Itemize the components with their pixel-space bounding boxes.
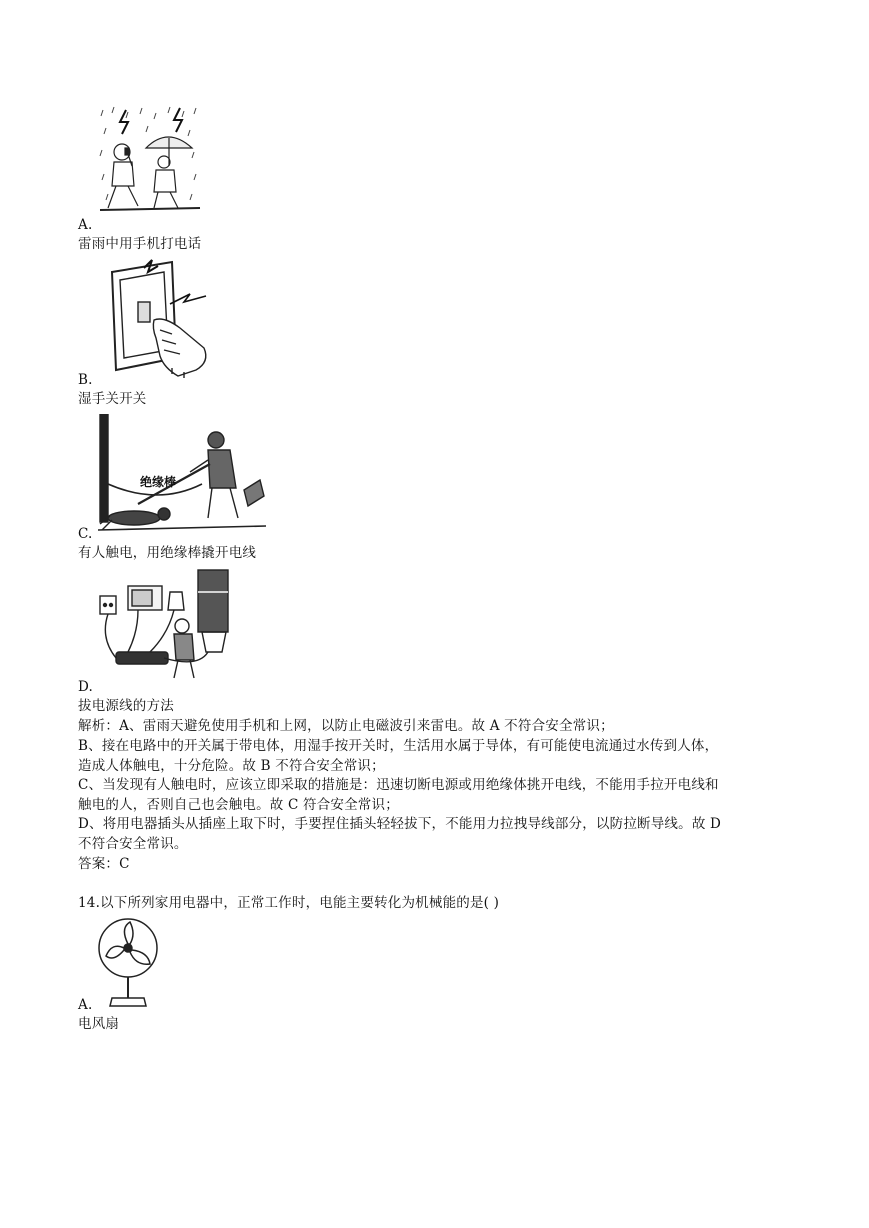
analysis-line-5: 触电的人，否则自己也会触电。故 C 符合安全常识； <box>78 797 399 813</box>
option-b-letter: B. <box>78 372 93 388</box>
answer-text: 答案：C <box>78 856 130 872</box>
option-b-caption: 湿手关开关 <box>78 391 147 407</box>
lightning-phone-illustration <box>98 104 202 216</box>
analysis-line-3: 造成人体触电，十分危险。故 B 不符合安全常识； <box>78 758 385 774</box>
option-a-letter: A. <box>78 217 93 233</box>
question-14-stem: 14.以下所列家用电器中，正常工作时，电能主要转化为机械能的是( ) <box>78 895 500 911</box>
electric-fan-illustration <box>96 916 160 1008</box>
q14-option-a-letter: A. <box>78 997 93 1013</box>
insulated-rod-rescue-illustration <box>98 414 266 540</box>
option-a-caption: 雷雨中用手机打电话 <box>78 236 202 252</box>
analysis-line-2: B、接在电路中的开关属于带电体，用湿手按开关时，生活用水属于导体，有可能使电流通过水传到人体， <box>78 738 719 754</box>
option-c-caption: 有人触电，用绝缘棒撬开电线 <box>78 545 257 561</box>
insulated-rod-label: 绝缘棒 <box>140 475 177 489</box>
analysis-line-4: C、当发现有人触电时，应该立即采取的措施是：迅速切断电源或用绝缘体挑开电线，不能用手拉开电线和 <box>78 777 719 793</box>
analysis-line-6: D、将用电器插头从插座上取下时，手要捏住插头轻轻拔下，不能用力拉拽导线部分，以防拉断导线。故 D <box>78 816 722 832</box>
option-d-letter: D. <box>78 679 94 695</box>
option-c-letter: C. <box>78 526 93 542</box>
analysis-line-1: 解析：A、雷雨天避免使用手机和上网，以防止电磁波引来雷电。故 A 不符合安全常识； <box>78 718 614 734</box>
wet-hand-switch-illustration <box>100 258 212 382</box>
q14-option-a-caption: 电风扇 <box>78 1016 120 1032</box>
analysis-line-7: 不符合安全常识。 <box>78 836 188 852</box>
option-d-caption: 拔电源线的方法 <box>78 698 174 714</box>
unplug-cord-illustration <box>98 568 234 682</box>
